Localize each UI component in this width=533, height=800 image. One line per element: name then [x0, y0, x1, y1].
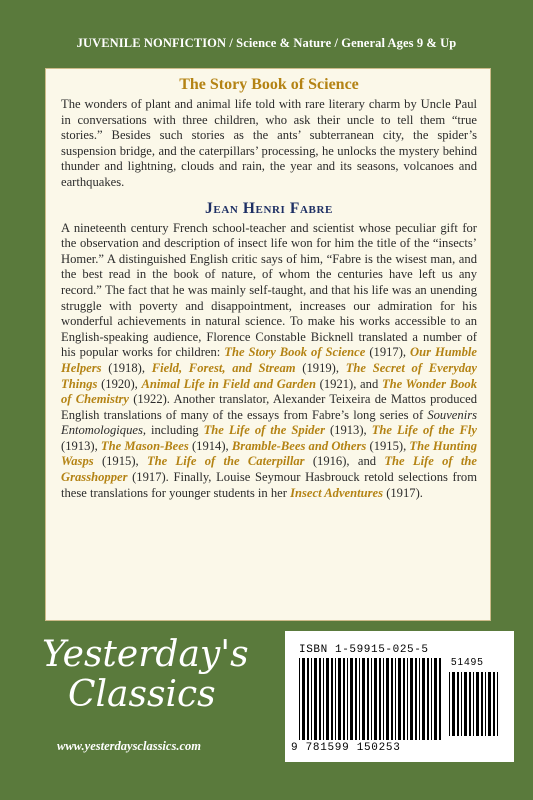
work-title: Animal Life in Field and Garden [141, 376, 316, 391]
book-title: The Story Book of Science [179, 76, 359, 93]
book-description: The wonders of plant and animal life told with rare literary charm by Uncle Paul in conversations with three children, who ask their uncle to tell them “true stories.” Besides such stories as the ants’ subterranean city, the spider’s suspension bridge, and the caterpillars’ processing, he unlocks the mystery behind thunder and lightning, clouds and rain, the year and its seasons, volcanoes and earthquakes. [61, 97, 477, 189]
barcode-bar [355, 658, 357, 740]
bio-text: (1919), [295, 360, 346, 375]
barcode-bar [439, 658, 441, 740]
bio-text: (1921), and [315, 376, 382, 391]
publisher-logo [42, 635, 249, 715]
barcode-bar [374, 658, 377, 740]
barcode-box [285, 631, 514, 762]
work-title: The Life of the Caterpillar [146, 454, 305, 469]
barcode-bar [461, 672, 462, 736]
isbn-text: ISBN 1-59915-025-5 [299, 644, 429, 656]
bio-text: (1917). Finally, Louise Seymour Hasbrouck retold selections from these translations for younger students in her [61, 470, 477, 500]
bio-text: (1917), [365, 345, 411, 360]
barcode-bar [326, 658, 329, 740]
barcode-bar [335, 658, 336, 740]
description-panel [45, 68, 491, 621]
barcode-bar [476, 672, 479, 736]
barcode-bar [427, 658, 429, 740]
price-barcode [449, 672, 501, 736]
category-line: JUVENILE NONFICTION / Science & Nature / General Ages 9 & Up [76, 36, 457, 50]
barcode-bar [419, 658, 420, 740]
bio-text: A nineteenth century French school-teacher and scientist whose peculiar gift for the observation and description of insect life won for him the title of the “insects’ Homer.” A distinguished English critic says of him, “Fabre is the wisest man, and the best read in the book of nature, of whom the centuries have left us any record.” The fact that he was mainly self-taught, and that his life was an unending struggle with poverty and disappointment, increases our admiration for his wonderful achievements in natural science. To make his works accessible to an English-speaking audience, Florence Constable Bicknell translated a number of his popular works for children: [61, 220, 477, 360]
bio-text: (1917). [383, 485, 423, 500]
barcode-bar [497, 672, 498, 736]
source-title: Souvenirs Entomologiques, [61, 407, 477, 438]
barcode-bar [449, 672, 450, 736]
bio-text: (1918), [101, 360, 152, 375]
barcode-bar [343, 658, 345, 740]
work-title: The Secret of Everyday Things [61, 360, 477, 391]
barcode-bar [331, 658, 333, 740]
barcode-bar [481, 672, 483, 736]
barcode-bar [323, 658, 324, 740]
barcode-bar [319, 658, 321, 740]
author-bio [61, 221, 477, 502]
work-title: The Life of the Spider [203, 423, 325, 438]
work-title: Insect Adventures [290, 485, 384, 500]
barcode-bar [302, 658, 305, 740]
barcode-bar [415, 658, 417, 740]
barcode-bar [362, 658, 365, 740]
barcode-bar [386, 658, 389, 740]
ean-digits: 9 781599 150253 [291, 742, 401, 754]
logo-line-1: Yesterday's [42, 634, 249, 675]
barcode-bar [431, 658, 432, 740]
bio-text: (1913), [324, 423, 372, 438]
barcode-bar [434, 658, 437, 740]
publisher-url: www.yesterdaysclassics.com [57, 739, 201, 753]
bio-text: (1914), [188, 438, 232, 453]
barcode-bar [395, 658, 396, 740]
bio-text: (1920), [97, 376, 142, 391]
barcode-bar [407, 658, 408, 740]
work-title: The Mason-Bees [100, 438, 189, 453]
bio-text: (1915), [93, 454, 147, 469]
barcode-bar [311, 658, 312, 740]
work-title: The Life of the Fly [371, 423, 478, 438]
barcode-bar [379, 658, 381, 740]
barcode-bar [307, 658, 309, 740]
barcode-bar [493, 672, 495, 736]
barcode-bar [422, 658, 425, 740]
barcode-bar [410, 658, 413, 740]
barcode-bar [398, 658, 401, 740]
bio-text: (1916), and [304, 454, 385, 469]
bio-text: (1913), [61, 438, 101, 453]
barcode-bar [485, 672, 486, 736]
work-title: The Life of the Grasshopper [61, 454, 477, 485]
bio-text: including [146, 423, 204, 438]
work-title: The Hunting Wasps [61, 438, 477, 469]
bio-text: (1915), [366, 438, 410, 453]
logo-line-2: Classics [68, 674, 216, 715]
work-title: Bramble-Bees and Others [231, 438, 367, 453]
work-title: Field, Forest, and Stream [151, 360, 296, 375]
work-title: Our Humble Helpers [61, 345, 477, 375]
ean-barcode [299, 658, 441, 740]
price-code: 51495 [451, 657, 484, 668]
barcode-bar [391, 658, 393, 740]
barcode-bar [469, 672, 471, 736]
barcode-bar [464, 672, 467, 736]
barcode-bar [457, 672, 459, 736]
barcode-bar [367, 658, 369, 740]
barcode-bar [452, 672, 455, 736]
barcode-bar [338, 658, 341, 740]
barcode-bar [314, 658, 317, 740]
barcode-bar [473, 672, 474, 736]
barcode-bar [347, 658, 348, 740]
barcode-bar [383, 658, 384, 740]
author-name: Jean Henri Fabre [205, 199, 333, 217]
barcode-bar [488, 672, 491, 736]
barcode-bar [403, 658, 405, 740]
barcode-bar [299, 658, 300, 740]
barcode-bar [371, 658, 372, 740]
work-title: The Wonder Book of Chemistry [61, 376, 478, 407]
barcode-bar [359, 658, 360, 740]
barcode-bar [350, 658, 353, 740]
bio-text: (1922). Another translator, Alexander Teixeira de Mattos produced English translations of many of the essays from Fabre’s long series of [61, 392, 477, 422]
work-title: The Story Book of Science [224, 345, 366, 360]
